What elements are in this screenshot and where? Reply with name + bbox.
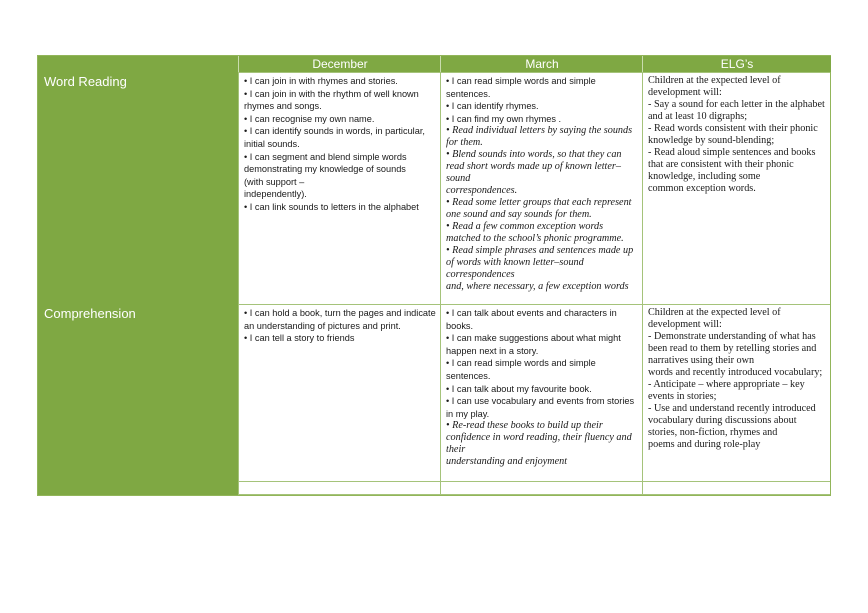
cell-line: • I can recognise my own name.	[244, 113, 375, 124]
cell-line: • Read simple phrases and sentences made up of words with known letter–sound correspondences	[446, 245, 636, 281]
cell-line: - Use and understand recently introduced vocabulary during discussions about stories, non-fiction, rhymes and	[648, 403, 819, 438]
header-spacer	[38, 56, 238, 72]
cell-line: understanding and enjoyment	[446, 456, 568, 468]
cell-line: - Demonstrate understanding of what has been read to them by retelling stories and narratives using their own	[648, 331, 819, 366]
empty-cell-december	[238, 481, 440, 495]
header-march: March	[440, 56, 643, 72]
cell-line: • I can talk about events and characters in books.	[446, 308, 620, 331]
cell-line: • I can link sounds to letters in the alphabet	[244, 201, 419, 212]
cell-line: • I can segment and blend simple words demonstrating my knowledge of sounds	[244, 151, 410, 175]
cell-line: • Read individual letters by saying the sounds for them.	[446, 125, 635, 149]
cell-line: - Read words consistent with their phonic knowledge by sound-blending;	[648, 123, 821, 146]
cell-line: • I can hold a book, turn the pages and indicate an understanding of pictures and print.	[244, 308, 439, 331]
cell-line: • Blend sounds into words, so that they can read short words made up of known letter–sound	[446, 149, 625, 185]
cell-line: common exception words.	[648, 183, 756, 194]
cell-line: • Read a few common exception words matched to the school’s phonic programme.	[446, 221, 624, 245]
word-reading-march-cell	[440, 72, 642, 304]
word-reading-elg-cell	[642, 72, 830, 304]
cell-line: • I can make suggestions about what might happen next in a story.	[446, 333, 624, 356]
cell-line: - Anticipate – where appropriate – key events in stories;	[648, 379, 808, 402]
cell-line: • I can find my own rhymes .	[446, 113, 562, 124]
comprehension-elg-cell	[642, 304, 830, 481]
word-reading-december-cell	[238, 72, 440, 304]
cell-line: • I can tell a story to friends	[244, 333, 355, 344]
cell-line: words and recently introduced vocabulary;	[648, 367, 823, 378]
cell-line: Children at the expected level of development will:	[648, 307, 784, 330]
cell-line: • I can read simple words and simple sentences.	[446, 358, 599, 381]
cell-line: poems and during role-play	[648, 439, 761, 450]
cell-line: independently).	[244, 189, 307, 200]
comprehension-december-cell	[238, 304, 440, 481]
cell-line: • I can identify sounds in words, in particular, initial sounds.	[244, 126, 428, 149]
header-elg: ELG’s	[642, 56, 831, 72]
cell-line: • I can use vocabulary and events from stories in my play.	[446, 396, 637, 419]
cell-line: • I can join in with the rhythm of well known rhymes and songs.	[244, 88, 422, 112]
cell-line: • I can identify rhymes.	[446, 101, 539, 112]
cell-line: Children at the expected level of development will:	[648, 75, 784, 98]
cell-line: - Say a sound for each letter in the alphabet and at least 10 digraphs;	[648, 99, 828, 122]
cell-line: correspondences.	[446, 185, 518, 197]
curriculum-table	[37, 55, 831, 496]
row-label-comprehension: Comprehension	[38, 304, 238, 495]
cell-line: - Read aloud simple sentences and books that are consistent with their phonic knowledge, including some	[648, 147, 819, 182]
header-december: December	[238, 56, 441, 72]
row-label-word-reading: Word Reading	[38, 72, 238, 305]
cell-line: (with support –	[244, 176, 305, 187]
cell-line: • Re-read these books to build up their confidence in word reading, their fluency and their	[446, 420, 635, 456]
comprehension-march-cell	[440, 304, 642, 481]
empty-cell-march	[440, 481, 642, 495]
cell-line: • I can talk about my favourite book.	[446, 383, 592, 394]
cell-line: • Read some letter groups that each represent one sound and say sounds for them.	[446, 197, 635, 221]
cell-line: • I can read simple words and simple sentences.	[446, 76, 599, 99]
cell-line: • I can join in with rhymes and stories.	[244, 76, 398, 86]
empty-cell-elg	[642, 481, 830, 495]
cell-line: and, where necessary, a few exception words	[446, 281, 629, 293]
